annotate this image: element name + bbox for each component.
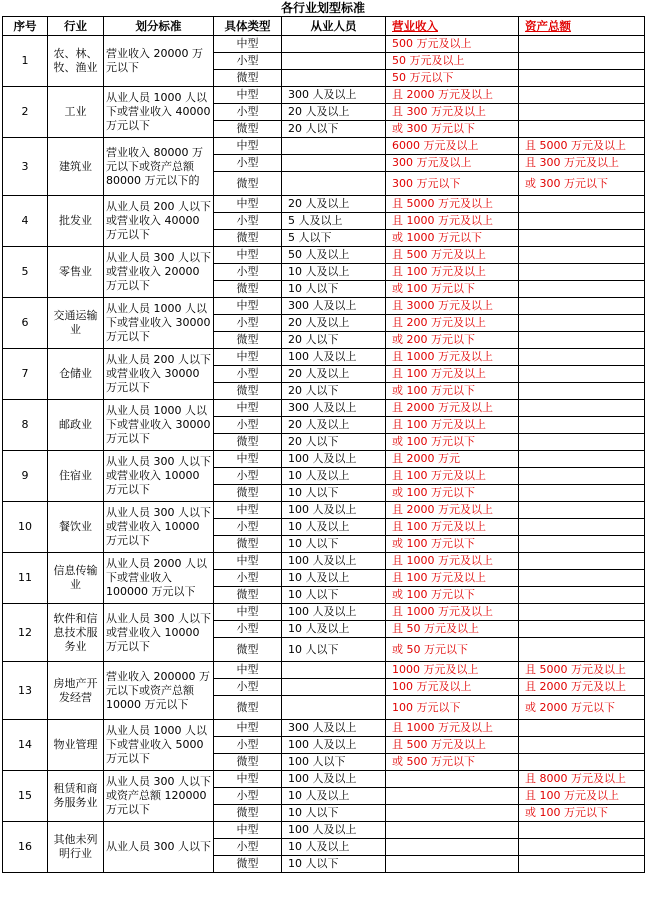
row-type: 微型 [214,332,282,349]
header-seq: 序号 [3,17,48,36]
row-assets [519,230,645,247]
row-revenue: 或 100 万元以下 [386,383,519,400]
row-revenue [386,788,519,805]
row-type: 中型 [214,87,282,104]
row-employees: 20 人及以上 [282,104,386,121]
row-type: 小型 [214,621,282,638]
row-type: 中型 [214,349,282,366]
row-assets [519,638,645,662]
row-seq: 1 [3,36,48,87]
row-assets: 且 8000 万元及以上 [519,771,645,788]
row-revenue [386,805,519,822]
row-revenue: 且 100 万元及以上 [386,417,519,434]
row-assets [519,451,645,468]
row-revenue: 且 1000 万元及以上 [386,349,519,366]
row-revenue: 或 300 万元以下 [386,121,519,138]
row-employees [282,662,386,679]
row-revenue: 或 1000 万元以下 [386,230,519,247]
row-industry: 物业管理 [48,720,104,771]
row-revenue: 或 500 万元以下 [386,754,519,771]
row-seq: 6 [3,298,48,349]
row-type: 小型 [214,519,282,536]
row-employees: 10 人及以上 [282,570,386,587]
row-assets [519,213,645,230]
row-standard: 从业人员 1000 人以下或营业收入 30000 万元以下 [104,400,214,451]
row-revenue [386,839,519,856]
row-assets [519,281,645,298]
row-employees: 100 人及以上 [282,737,386,754]
row-employees: 10 人以下 [282,805,386,822]
row-assets [519,298,645,315]
row-employees: 10 人以下 [282,638,386,662]
row-type: 微型 [214,70,282,87]
row-assets [519,822,645,839]
table-row [3,553,645,570]
row-assets: 或 100 万元以下 [519,805,645,822]
row-type: 中型 [214,771,282,788]
row-assets [519,621,645,638]
row-assets [519,417,645,434]
table-title: 各行业划型标准 [280,1,365,15]
row-revenue: 且 500 万元及以上 [386,737,519,754]
row-assets [519,53,645,70]
row-revenue: 且 50 万元及以上 [386,621,519,638]
classification-table [2,16,645,873]
row-type: 微型 [214,856,282,873]
row-type: 小型 [214,417,282,434]
row-type: 中型 [214,822,282,839]
row-seq: 12 [3,604,48,662]
row-assets [519,536,645,553]
row-revenue: 或 50 万元以下 [386,638,519,662]
row-type: 微型 [214,172,282,196]
row-assets: 且 5000 万元及以上 [519,138,645,155]
row-employees: 10 人及以上 [282,468,386,485]
row-assets: 或 300 万元以下 [519,172,645,196]
row-employees [282,155,386,172]
row-revenue: 且 2000 万元及以上 [386,400,519,417]
row-employees [282,70,386,87]
row-type: 微型 [214,587,282,604]
row-revenue: 且 200 万元及以上 [386,315,519,332]
header-standard: 划分标准 [104,17,214,36]
row-standard: 从业人员 300 人以下或营业收入 10000 万元以下 [104,502,214,553]
row-standard: 从业人员 300 人以下或资产总额 120000 万元以下 [104,771,214,822]
row-revenue: 且 2000 万元 [386,451,519,468]
row-employees: 20 人及以上 [282,417,386,434]
table-row [3,349,645,366]
row-standard: 从业人员 200 人以下或营业收入 40000 万元以下 [104,196,214,247]
row-employees: 300 人及以上 [282,87,386,104]
row-employees: 20 人及以上 [282,196,386,213]
row-assets [519,485,645,502]
header-row [3,17,645,36]
header-industry: 行业 [48,17,104,36]
row-standard: 从业人员 200 人以下或营业收入 30000 万元以下 [104,349,214,400]
row-assets: 且 100 万元及以上 [519,788,645,805]
row-type: 小型 [214,213,282,230]
row-type: 小型 [214,366,282,383]
row-employees: 20 人以下 [282,434,386,451]
row-employees [282,53,386,70]
row-industry: 其他未列明行业 [48,822,104,873]
row-assets [519,366,645,383]
row-employees: 10 人及以上 [282,788,386,805]
row-assets [519,332,645,349]
row-revenue [386,822,519,839]
row-revenue: 50 万元以下 [386,70,519,87]
row-type: 中型 [214,451,282,468]
row-revenue: 且 100 万元及以上 [386,264,519,281]
row-employees: 20 人及以上 [282,366,386,383]
header-revenue: 营业收入 [386,17,519,36]
document [2,0,644,873]
row-revenue [386,771,519,788]
row-employees: 20 人以下 [282,383,386,400]
row-revenue: 100 万元以下 [386,696,519,720]
row-revenue: 且 500 万元及以上 [386,247,519,264]
row-type: 微型 [214,485,282,502]
row-employees: 100 人及以上 [282,822,386,839]
row-employees [282,696,386,720]
row-revenue: 300 万元以下 [386,172,519,196]
table-row [3,662,645,679]
row-revenue: 100 万元及以上 [386,679,519,696]
table-row [3,87,645,104]
table-row [3,400,645,417]
row-industry: 批发业 [48,196,104,247]
row-employees: 10 人以下 [282,536,386,553]
row-assets [519,604,645,621]
row-type: 微型 [214,383,282,400]
row-assets [519,247,645,264]
row-employees: 10 人及以上 [282,519,386,536]
row-employees: 10 人以下 [282,587,386,604]
row-employees: 300 人及以上 [282,400,386,417]
row-seq: 3 [3,138,48,196]
row-assets [519,468,645,485]
row-employees [282,138,386,155]
row-standard: 从业人员 300 人以下或营业收入 10000 万元以下 [104,451,214,502]
row-standard: 从业人员 1000 人以下或营业收入 40000 万元以下 [104,87,214,138]
row-type: 小型 [214,468,282,485]
row-employees: 10 人以下 [282,856,386,873]
row-type: 中型 [214,553,282,570]
row-assets: 且 2000 万元及以上 [519,679,645,696]
row-industry: 软件和信息技术服务业 [48,604,104,662]
row-type: 中型 [214,502,282,519]
table-row [3,298,645,315]
row-type: 中型 [214,400,282,417]
row-type: 微型 [214,230,282,247]
row-employees [282,679,386,696]
row-type: 微型 [214,121,282,138]
row-seq: 8 [3,400,48,451]
row-revenue: 或 200 万元以下 [386,332,519,349]
table-row [3,720,645,737]
row-assets [519,519,645,536]
table-row [3,502,645,519]
row-assets [519,315,645,332]
row-type: 小型 [214,679,282,696]
row-seq: 15 [3,771,48,822]
row-industry: 信息传输业 [48,553,104,604]
row-revenue: 500 万元及以上 [386,36,519,53]
row-revenue: 且 100 万元及以上 [386,366,519,383]
row-seq: 10 [3,502,48,553]
row-revenue: 且 100 万元及以上 [386,519,519,536]
row-revenue: 且 2000 万元及以上 [386,502,519,519]
table-body [3,36,645,873]
row-employees: 10 人及以上 [282,621,386,638]
row-employees: 100 人及以上 [282,451,386,468]
row-assets [519,87,645,104]
row-assets [519,121,645,138]
row-industry: 房地产开发经营 [48,662,104,720]
row-assets: 且 300 万元及以上 [519,155,645,172]
row-revenue: 且 1000 万元及以上 [386,720,519,737]
row-seq: 4 [3,196,48,247]
row-type: 微型 [214,536,282,553]
row-type: 微型 [214,754,282,771]
table-row [3,771,645,788]
row-employees: 100 人及以上 [282,553,386,570]
row-revenue: 300 万元及以上 [386,155,519,172]
row-type: 中型 [214,36,282,53]
row-assets [519,196,645,213]
row-employees: 300 人及以上 [282,720,386,737]
row-assets: 或 2000 万元以下 [519,696,645,720]
row-assets [519,856,645,873]
row-assets [519,502,645,519]
row-type: 中型 [214,720,282,737]
row-standard: 营业收入 80000 万元以下或资产总额 80000 万元以下的 [104,138,214,196]
row-revenue: 1000 万元及以上 [386,662,519,679]
row-type: 微型 [214,696,282,720]
row-type: 微型 [214,281,282,298]
row-revenue: 50 万元及以上 [386,53,519,70]
row-type: 微型 [214,638,282,662]
row-employees: 100 人及以上 [282,604,386,621]
row-assets [519,587,645,604]
header-assets: 资产总额 [519,17,645,36]
row-employees: 10 人以下 [282,485,386,502]
row-type: 中型 [214,604,282,621]
row-employees: 100 人及以上 [282,771,386,788]
row-seq: 5 [3,247,48,298]
row-type: 微型 [214,434,282,451]
row-standard: 从业人员 300 人以下 [104,822,214,873]
row-industry: 餐饮业 [48,502,104,553]
row-seq: 9 [3,451,48,502]
row-employees: 300 人及以上 [282,298,386,315]
row-standard: 从业人员 1000 人以下或营业收入 5000 万元以下 [104,720,214,771]
row-employees: 5 人以下 [282,230,386,247]
table-row [3,451,645,468]
row-revenue: 或 100 万元以下 [386,434,519,451]
row-revenue: 且 2000 万元及以上 [386,87,519,104]
row-employees: 20 人及以上 [282,315,386,332]
header-type: 具体类型 [214,17,282,36]
row-assets: 且 5000 万元及以上 [519,662,645,679]
row-revenue: 6000 万元及以上 [386,138,519,155]
row-assets [519,839,645,856]
row-revenue: 且 1000 万元及以上 [386,553,519,570]
row-revenue: 或 100 万元以下 [386,281,519,298]
row-revenue: 且 1000 万元及以上 [386,604,519,621]
row-assets [519,104,645,121]
row-type: 中型 [214,247,282,264]
row-industry: 零售业 [48,247,104,298]
row-industry: 住宿业 [48,451,104,502]
row-seq: 16 [3,822,48,873]
table-row [3,822,645,839]
row-industry: 邮政业 [48,400,104,451]
row-revenue: 或 100 万元以下 [386,485,519,502]
row-industry: 仓储业 [48,349,104,400]
row-type: 小型 [214,53,282,70]
row-employees: 100 人及以上 [282,349,386,366]
row-type: 小型 [214,264,282,281]
row-assets [519,553,645,570]
row-standard: 从业人员 2000 人以下或营业收入 100000 万元以下 [104,553,214,604]
row-assets [519,754,645,771]
row-revenue: 且 100 万元及以上 [386,570,519,587]
row-type: 中型 [214,662,282,679]
row-assets [519,737,645,754]
row-employees [282,36,386,53]
row-assets [519,400,645,417]
row-assets [519,36,645,53]
row-revenue: 且 300 万元及以上 [386,104,519,121]
row-type: 中型 [214,138,282,155]
row-employees [282,172,386,196]
table-row [3,36,645,53]
header-employees: 从业人员 [282,17,386,36]
row-revenue: 且 3000 万元及以上 [386,298,519,315]
row-type: 中型 [214,196,282,213]
row-standard: 营业收入 20000 万元以下 [104,36,214,87]
row-seq: 13 [3,662,48,720]
row-revenue: 且 1000 万元及以上 [386,213,519,230]
row-type: 微型 [214,805,282,822]
table-row [3,196,645,213]
row-type: 小型 [214,788,282,805]
row-type: 中型 [214,298,282,315]
row-employees: 20 人以下 [282,121,386,138]
row-seq: 7 [3,349,48,400]
table-row [3,138,645,155]
row-assets [519,434,645,451]
row-standard: 营业收入 200000 万元以下或资产总额 10000 万元以下 [104,662,214,720]
row-type: 小型 [214,315,282,332]
row-employees: 20 人以下 [282,332,386,349]
row-employees: 10 人以下 [282,281,386,298]
row-employees: 100 人及以上 [282,502,386,519]
row-industry: 农、林、牧、渔业 [48,36,104,87]
row-employees: 5 人及以上 [282,213,386,230]
row-employees: 100 人以下 [282,754,386,771]
row-revenue: 或 100 万元以下 [386,536,519,553]
row-revenue: 且 100 万元及以上 [386,468,519,485]
row-standard: 从业人员 300 人以下或营业收入 10000 万元以下 [104,604,214,662]
row-seq: 14 [3,720,48,771]
row-type: 小型 [214,737,282,754]
row-standard: 从业人员 1000 人以下或营业收入 30000 万元以下 [104,298,214,349]
row-assets [519,570,645,587]
row-assets [519,383,645,400]
row-standard: 从业人员 300 人以下或营业收入 20000 万元以下 [104,247,214,298]
row-industry: 工业 [48,87,104,138]
row-assets [519,264,645,281]
row-assets [519,70,645,87]
row-industry: 建筑业 [48,138,104,196]
row-employees: 50 人及以上 [282,247,386,264]
row-type: 小型 [214,104,282,121]
row-employees: 10 人及以上 [282,264,386,281]
row-employees: 10 人及以上 [282,839,386,856]
row-type: 小型 [214,839,282,856]
row-revenue: 且 5000 万元及以上 [386,196,519,213]
row-assets [519,720,645,737]
row-seq: 2 [3,87,48,138]
row-revenue: 或 100 万元以下 [386,587,519,604]
row-type: 小型 [214,570,282,587]
table-row [3,604,645,621]
row-revenue [386,856,519,873]
row-industry: 租赁和商务服务业 [48,771,104,822]
row-seq: 11 [3,553,48,604]
row-type: 小型 [214,155,282,172]
row-assets [519,349,645,366]
row-industry: 交通运输业 [48,298,104,349]
table-row [3,247,645,264]
